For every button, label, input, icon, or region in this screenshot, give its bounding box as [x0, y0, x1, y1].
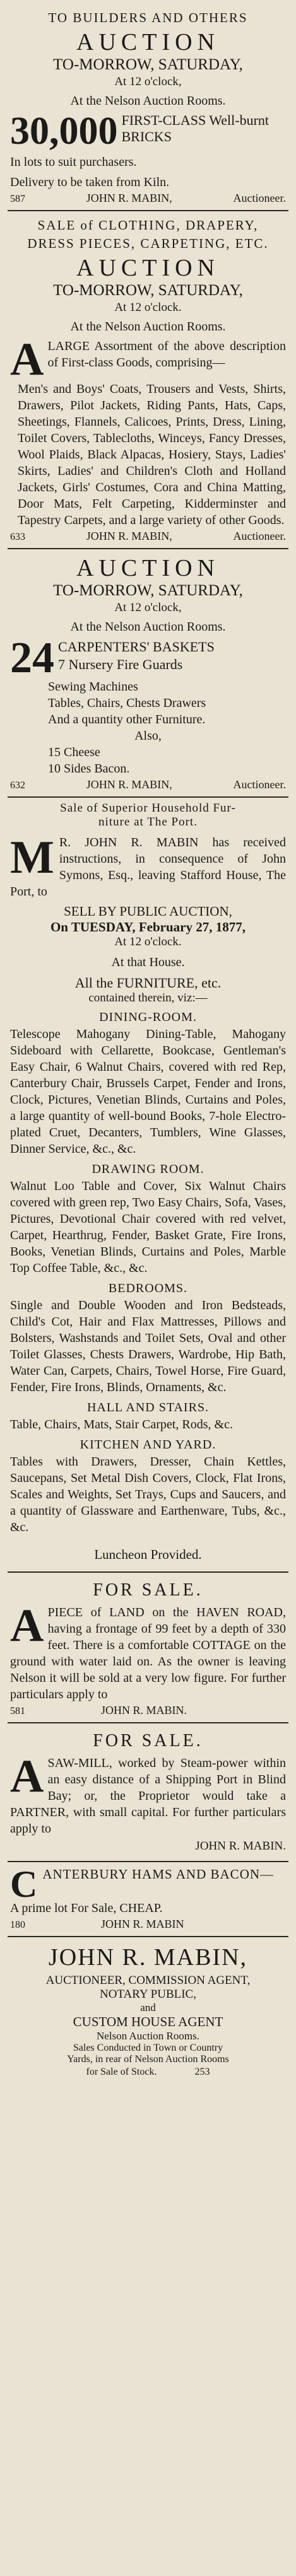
business-line: CUSTOM HOUSE AGENT — [73, 2014, 223, 2029]
auction-date: TO-MORROW, SATURDAY, — [53, 582, 243, 599]
dropcap: A — [10, 334, 44, 385]
item-line: 15 Cheese — [48, 745, 100, 759]
ad-bricks — [8, 4, 288, 211]
section-heading: HALL AND STAIRS. — [86, 1401, 210, 1414]
item-line: 7 Nursery Fire Guards — [58, 656, 183, 672]
item-line: Sewing Machines — [48, 680, 138, 694]
ad-intro: R. JOHN R. MABIN has received instructions, in consequence of John Symons, Esq., leaving Stafford House, The Port, to — [10, 836, 286, 899]
signature: JOHN R. MABIN, — [86, 530, 172, 542]
business-line: Sales Conducted in Town or Country — [73, 2043, 223, 2053]
auction-time: At 12 o'clock, — [114, 601, 182, 614]
ad-business-card — [8, 1937, 288, 2083]
luncheon-note: Luncheon Provided. — [94, 1547, 202, 1562]
section-body: Table, Chairs, Mats, Stair Carpet, Rods, &c. — [10, 1418, 233, 1431]
sale-date: On TUESDAY, February 27, 1877, — [50, 919, 246, 935]
signature: JOHN R. MABIN — [101, 1918, 184, 1930]
item-line: FIRST-CLASS Well-burnt — [121, 112, 269, 128]
dropcap: A — [10, 1600, 44, 1652]
ad-code: 581 — [10, 1706, 25, 1716]
signature: JOHN R. MABIN. — [195, 1839, 286, 1853]
auction-time: At 12 o'clock, — [114, 75, 182, 88]
big-number: 30,000 — [10, 110, 118, 153]
business-name: JOHN R. MABIN, — [48, 1944, 248, 1971]
lots-text: In lots to suit purchasers. — [10, 155, 137, 169]
ad-intro: LARGE Assortment of the above description of First-class Goods, comprising— — [47, 339, 286, 370]
signature-role: Auctioneer. — [233, 192, 286, 204]
auction-place: At the Nelson Auction Rooms. — [70, 94, 226, 108]
delivery-text: Delivery to be taken from Kiln. — [10, 175, 170, 189]
big-number: 24 — [10, 634, 54, 682]
ad-heading: FOR SALE. — [93, 1731, 203, 1751]
ad-code: 633 — [10, 532, 25, 542]
section-body: Tables with Drawers, Dresser, Chain Kettles, Saucepans, Set Metal Dish Covers, Clock, Flat Irons, Scales and Weights, Set Trays, Cups and Saucers, and a quantity of Glassware and Earthenware, Tubs, &c., &c. — [10, 1455, 286, 1534]
business-line: NOTARY PUBLIC, — [100, 1988, 196, 2001]
ad-land — [8, 1573, 288, 1723]
dropcap: C — [10, 1863, 38, 1905]
ad-body: A prime lot For Sale, CHEAP. — [10, 1901, 163, 1915]
section-body: Single and Double Wooden and Iron Bedsteads, Child's Cot, Hair and Flax Mattresses, Pillows and Bolsters, Washstands and Toilet Sets, Oval and other Toilet Glasses, Chests Drawers, Wardrobe, Hip Bath, Water Can, Carpets, Chairs, Towel Horse, Fire Guard, Fender, Fire Irons, Blinds, Ornaments, &c. — [10, 1298, 286, 1394]
business-line: AUCTIONEER, COMMISSION AGENT, — [45, 1974, 251, 1987]
item-line: BRICKS — [121, 129, 172, 144]
ad-code: 253 — [194, 2066, 210, 2077]
business-line: Nelson Auction Rooms. — [97, 2030, 199, 2042]
also-text: Also, — [134, 729, 162, 743]
ad-baskets — [8, 549, 288, 798]
item-line: Tables, Chairs, Chests Drawers — [48, 696, 206, 710]
signature-role: Auctioneer. — [233, 530, 286, 542]
signature: JOHN R. MABIN, — [86, 192, 172, 204]
advertisement-column — [8, 0, 288, 2083]
ad-furniture — [8, 798, 288, 1573]
ad-sawmill — [8, 1723, 288, 1862]
item-line: And a quantity other Furniture. — [48, 713, 206, 726]
ad-body: PIECE of LAND on the HAVEN ROAD, having a frontage of 99 feet by a depth of 330 feet. There is a comfortable COTTAGE on the ground with water laid on. As the owner is leaving Nelson it will be sold at a very low figure. For further particulars apply to — [10, 1606, 286, 1701]
business-line: for Sale of Stock. — [86, 2066, 157, 2077]
section-heading: BEDROOMS. — [108, 1281, 188, 1295]
dropcap: A — [10, 1751, 44, 1802]
item-line: 10 Sides Bacon. — [48, 762, 130, 776]
ad-body: SAW-MILL, worked by Steam-power within an easy distance of a Shipping Port in Blind Bay; or, the Proprietor would take a PARTNER, with small capital. For further particulars apply to — [10, 1756, 286, 1836]
auction-date: TO-MORROW, SATURDAY, — [53, 282, 243, 299]
business-line: and — [140, 2002, 156, 2014]
section-heading: DRAWING ROOM. — [92, 1162, 204, 1176]
at-house: At that House. — [111, 955, 185, 969]
auction-place: At the Nelson Auction Rooms. — [70, 320, 226, 334]
ad-heading: niture at The Port. — [98, 815, 198, 829]
ad-code: 587 — [10, 194, 25, 204]
auction-place: At the Nelson Auction Rooms. — [70, 620, 226, 634]
auction-title: AUCTION — [76, 29, 220, 55]
ad-code: 632 — [10, 780, 25, 791]
signature: JOHN R. MABIN, — [86, 778, 172, 791]
ad-heading: TO BUILDERS AND OTHERS — [48, 10, 248, 25]
ad-heading: DRESS PIECES, CARPETING, ETC. — [27, 236, 269, 251]
ad-hams — [8, 1862, 288, 1937]
lot-line — [10, 110, 286, 153]
section-body: Telescope Mahogany Dining-Table, Mahogany Sideboard with Cellarette, Bookcase, Gentleman's Easy Chair, 6 Walnut Chairs, covered with red Rep, Canterbury Chair, Brussels Carpet, Fender and Irons, Clock, Pictures, Venetian Blinds, Curtains and Poles, a large quantity of well-bound Books, 7-hole Electro-plated Cruet, Decanters, Tumblers, Wine Glasses, Dinner Service, &c., &c. — [10, 1027, 286, 1156]
ad-code: 180 — [10, 1920, 25, 1930]
section-heading: KITCHEN AND YARD. — [80, 1438, 216, 1452]
ad-clothing — [8, 211, 288, 549]
sell-line: SELL BY PUBLIC AUCTION, — [64, 904, 232, 919]
goods-list: Men's and Boys' Coats, Trousers and Vests, Shirts, Drawers, Pilot Jackets, Riding Pants, Hats, Caps, Sheetings, Flannels, Calicoes, Prints, Dress, Lining, Toilet Covers, Tablecloths, Winceys, Fancy Dresses, Wool Plaids, Black Alpacas, Hosiery, Stays, Ladies' Skirts, Ladies' and Children's Cloth and Holland Jackets, Girls' Costumes, Cora and China Matting, Door Mats, Felt Carpeting, Kidderminster and Tapestry Carpets, and a large variety of other Goods. — [18, 382, 286, 527]
sale-time: At 12 o'clock. — [114, 935, 182, 948]
auction-date: TO-MORROW, SATURDAY, — [53, 56, 243, 73]
section-body: Walnut Loo Table and Cover, Six Walnut Chairs covered with green rep, Two Easy Chairs, Sofa, Vases, Pictures, Devotional Chair covered with red velvet, Carpet, Hearthrug, Fender, Basket Grate, Fire Irons, Books, Venetian Blinds, Curtains and Poles, Marble Top Coffee Table, &c., &c. — [10, 1179, 286, 1275]
contained-text: contained therein, viz:— — [88, 991, 208, 1005]
auction-time: At 12 o'clock. — [114, 301, 182, 314]
signature-role: Auctioneer. — [233, 778, 286, 791]
section-heading: DINING-ROOM. — [99, 1010, 197, 1024]
signature: JOHN R. MABIN. — [101, 1704, 187, 1716]
auction-title: AUCTION — [76, 555, 220, 581]
all-furniture: All the FURNITURE, etc. — [74, 975, 222, 991]
ad-heading: ANTERBURY HAMS AND BACON— — [42, 1867, 275, 1882]
ad-heading: Sale of Superior Household Fur- — [60, 801, 236, 815]
ad-heading: FOR SALE. — [93, 1580, 203, 1600]
ad-heading: SALE of CLOTHING, DRAPERY, — [37, 218, 259, 233]
business-line: Yards, in rear of Nelson Auction Rooms — [67, 2054, 229, 2065]
dropcap: M — [10, 832, 54, 883]
item-line: CARPENTERS' BASKETS — [58, 639, 215, 655]
auction-title: AUCTION — [76, 255, 220, 281]
